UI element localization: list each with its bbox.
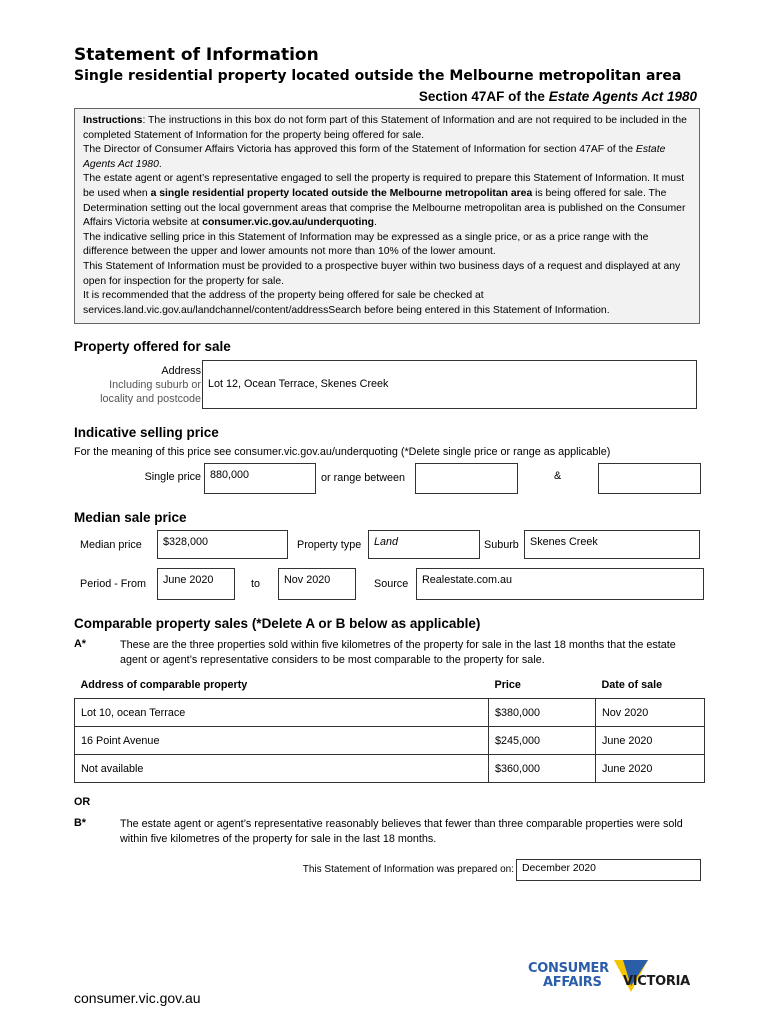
comparable-table bbox=[74, 672, 705, 783]
indicative-note: For the meaning of this price see consumer.vic.gov.au/underquoting (*Delete single price or range as applicable) bbox=[74, 446, 611, 458]
prepared-on-field[interactable]: December 2020 bbox=[516, 859, 701, 881]
comparable-price-cell[interactable]: $245,000 bbox=[489, 727, 596, 755]
single-price-field[interactable]: 880,000 bbox=[204, 463, 316, 494]
address-field[interactable]: Lot 12, Ocean Terrace, Skenes Creek bbox=[202, 360, 697, 409]
instructions-lead: Instructions bbox=[83, 115, 143, 126]
range-high-field[interactable] bbox=[598, 463, 701, 494]
median-price-field[interactable]: $328,000 bbox=[157, 530, 288, 559]
option-a-text: These are the three properties sold within five kilometres of the property for sale in the last 18 months that the estate agent or agent’s representative considers to be most comparable to the property for sale. bbox=[120, 639, 676, 666]
section-reference bbox=[419, 89, 697, 104]
instructions-p6: It is recommended that the address of the property being offered for sale be checked at services.land.vic.gov.au/landchannel/content/addressSearch before being entered in this Statement of Information. bbox=[83, 290, 610, 316]
instructions-p5: This Statement of Information must be provided to a prospective buyer within two business days of a request and displayed at any open for inspection for the property for sale. bbox=[83, 260, 681, 287]
period-to-label: to bbox=[251, 578, 261, 590]
page-subtitle: Single residential property located outside the Melbourne metropolitan area bbox=[74, 68, 682, 84]
period-from-label: Period - From bbox=[80, 578, 146, 590]
instructions-p2-act: Estate Agents Act 1980 bbox=[83, 144, 666, 170]
comparable-date-cell[interactable]: June 2020 bbox=[596, 755, 705, 783]
instructions-p2-text: The Director of Consumer Affairs Victoria has approved this form of the Statement of Information for section 47AF of the bbox=[83, 144, 636, 156]
or-label: OR bbox=[74, 796, 91, 808]
property-type-field[interactable]: Land bbox=[368, 530, 480, 559]
property-heading: Property offered for sale bbox=[74, 339, 231, 354]
comparable-date-cell[interactable]: Nov 2020 bbox=[596, 699, 705, 727]
instructions-p3-end: . bbox=[374, 217, 377, 229]
page-title: Statement of Information bbox=[74, 45, 319, 65]
instructions-p3-link: consumer.vic.gov.au/underquoting bbox=[202, 217, 375, 229]
instructions-p2-end: . bbox=[158, 158, 162, 170]
source-field[interactable]: Realestate.com.au bbox=[416, 568, 704, 600]
instructions-p1-text: : The instructions in this box do not form part of this Statement of Information and are not required to be included in the completed Statement of Information for the property being offered for sale. bbox=[83, 115, 687, 141]
instructions-p4: The indicative selling price in this Statement of Information may be expressed as a single price, or as a price range with the difference between the upper and lower amounts not more than 10% of the lower amount. bbox=[83, 231, 649, 258]
column-header-price: Price bbox=[494, 679, 521, 691]
instructions-p1 bbox=[83, 114, 691, 143]
address-label-line3: locality and postcode bbox=[100, 393, 201, 405]
range-ampersand: & bbox=[554, 470, 562, 482]
comparable-address-cell[interactable]: 16 Point Avenue bbox=[75, 727, 489, 755]
period-from-field[interactable]: June 2020 bbox=[157, 568, 235, 600]
option-b-text: The estate agent or agent’s representative reasonably believes that fewer than three comparable properties were sold within five kilometres of the property for sale in the last 18 months. bbox=[120, 818, 683, 845]
indicative-heading: Indicative selling price bbox=[74, 425, 219, 440]
table-row bbox=[75, 699, 705, 727]
range-label: or range between bbox=[321, 472, 406, 484]
comparable-heading: Comparable property sales (*Delete A or B below as applicable) bbox=[74, 616, 481, 631]
option-b-label: B* bbox=[74, 817, 86, 829]
table-row bbox=[75, 727, 705, 755]
source-label: Source bbox=[374, 578, 409, 590]
instructions-p2 bbox=[83, 143, 691, 172]
range-low-field[interactable] bbox=[415, 463, 518, 494]
option-a-label: A* bbox=[74, 638, 86, 650]
instructions-p3 bbox=[83, 172, 691, 230]
prepared-on-label: This Statement of Information was prepared on: bbox=[302, 864, 514, 875]
period-to-field[interactable]: Nov 2020 bbox=[278, 568, 356, 600]
section-ref-act: Estate Agents Act 1980 bbox=[548, 89, 697, 104]
comparable-price-cell[interactable]: $380,000 bbox=[489, 699, 596, 727]
logo-line3: VICTORIA bbox=[623, 974, 690, 989]
table-row bbox=[75, 755, 705, 783]
comparable-address-cell[interactable]: Lot 10, ocean Terrace bbox=[75, 699, 489, 727]
median-price-label: Median price bbox=[80, 539, 142, 551]
address-label-line2: Including suburb or bbox=[109, 379, 201, 391]
suburb-field[interactable]: Skenes Creek bbox=[524, 530, 700, 559]
comparable-price-cell[interactable]: $360,000 bbox=[489, 755, 596, 783]
consumer-affairs-victoria-logo bbox=[528, 958, 703, 1004]
address-label-line1: Address bbox=[161, 365, 201, 377]
instructions-p3-text2: is being offered for sale. The Determination setting out the local government areas that comprise the Melbourne metropolitan area is published on the Consumer Affairs Victoria website at bbox=[83, 187, 686, 229]
logo-line1: CONSUMER bbox=[528, 961, 609, 976]
column-header-date: Date of sale bbox=[601, 679, 663, 691]
property-type-label: Property type bbox=[297, 539, 362, 551]
median-heading: Median sale price bbox=[74, 510, 187, 525]
table-header-row bbox=[75, 672, 705, 699]
logo-line2: AFFAIRS bbox=[543, 975, 602, 990]
comparable-address-cell[interactable]: Not available bbox=[75, 755, 489, 783]
single-price-label: Single price bbox=[144, 471, 201, 483]
suburb-label: Suburb bbox=[484, 539, 519, 551]
instructions-p3-text: The estate agent or agent’s representative engaged to sell the property is required to prepare this Statement of Information. It must be used when bbox=[83, 173, 685, 199]
section-ref-prefix: Section 47AF of the bbox=[418, 89, 549, 104]
footer-url: consumer.vic.gov.au bbox=[74, 990, 201, 1006]
instructions-box bbox=[74, 108, 700, 324]
instructions-p3-bold: a single residential property located outside the Melbourne metropolitan area bbox=[150, 187, 533, 199]
column-header-address: Address of comparable property bbox=[80, 679, 248, 691]
comparable-date-cell[interactable]: June 2020 bbox=[596, 727, 705, 755]
address-label bbox=[100, 364, 201, 406]
